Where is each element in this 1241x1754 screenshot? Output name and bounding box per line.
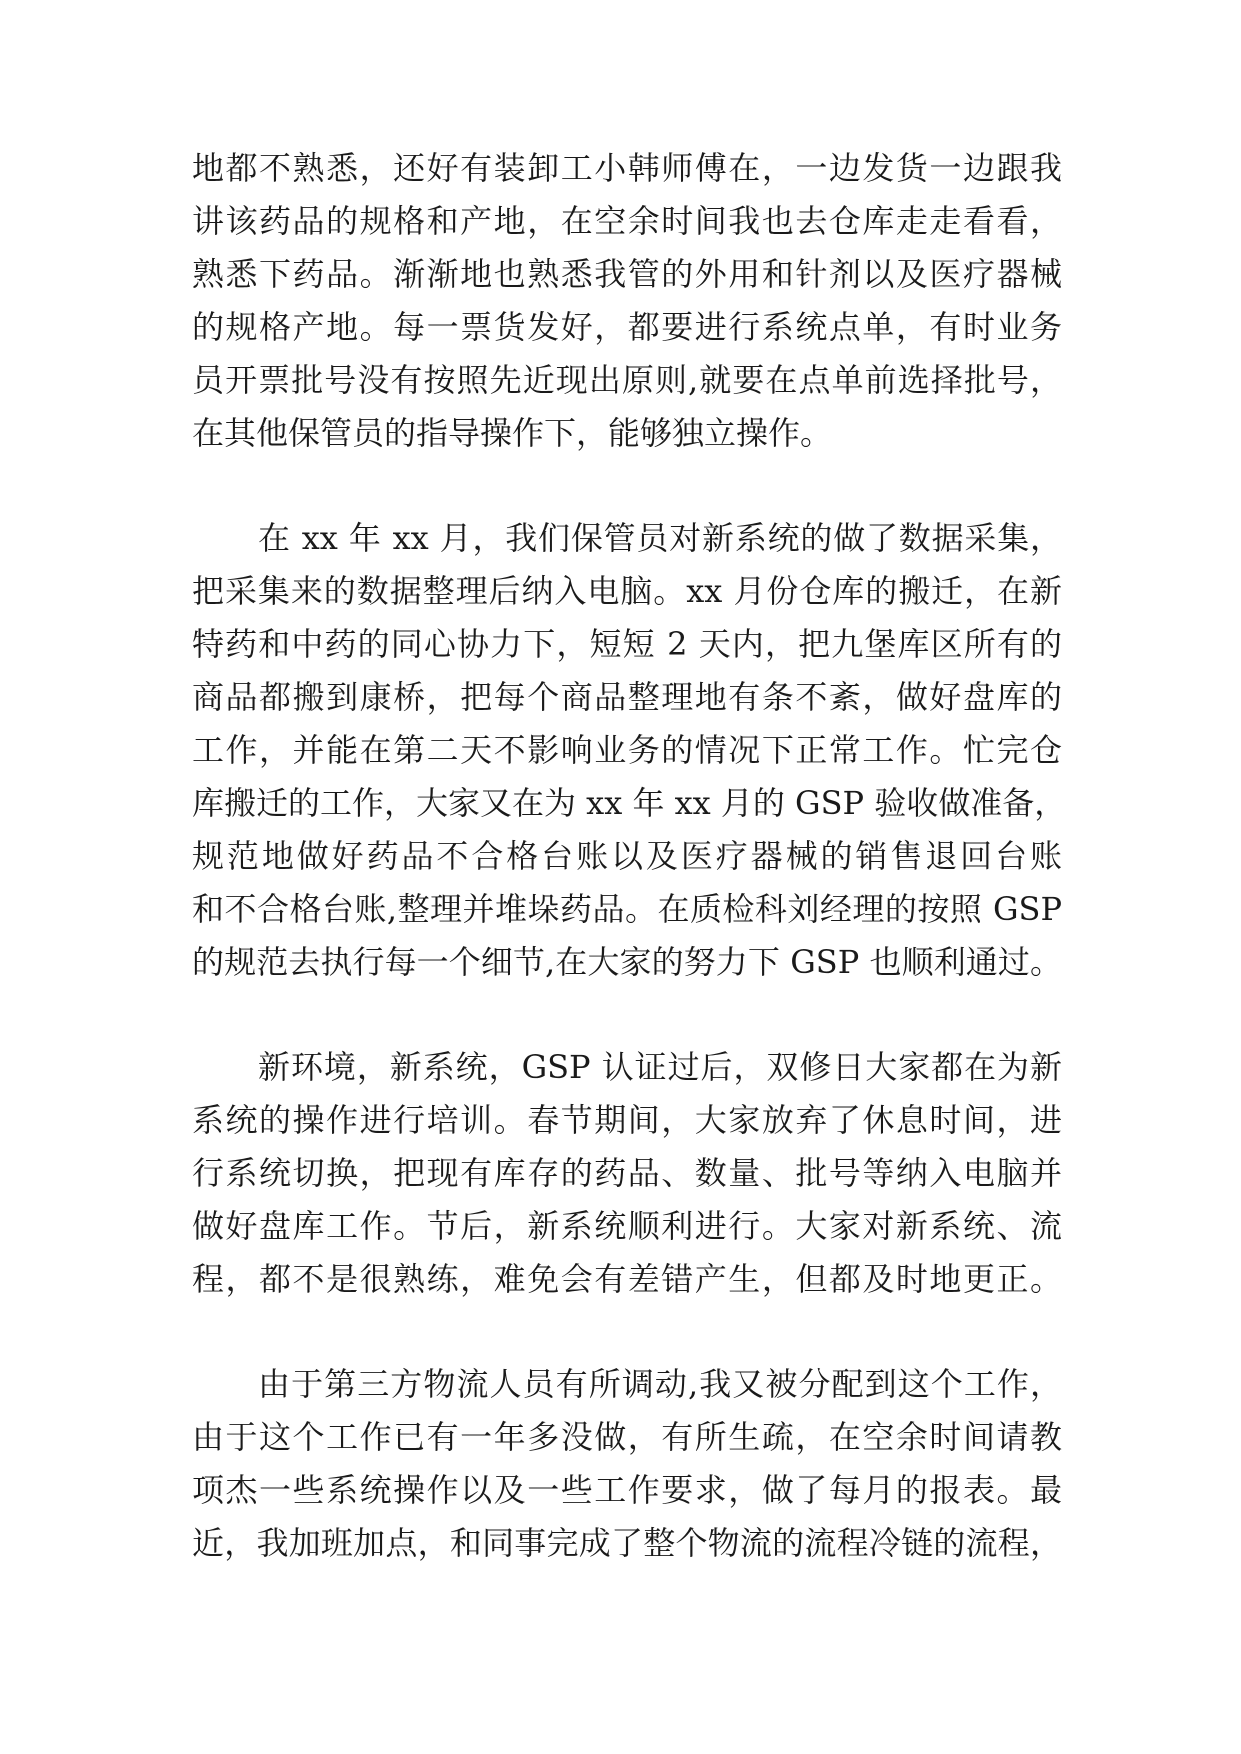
text-line: 特药和中药的同心协力下，短短 2 天内，把九堡库区所有的 — [192, 625, 1062, 663]
text-line: 员开票批号没有按照先近现出原则,就要在点单前选择批号， — [192, 361, 1062, 399]
text-line: 在其他保管员的指导操作下，能够独立操作。 — [192, 414, 833, 452]
paragraph-first-line: 新环境，新系统，GSP 认证过后，双修日大家都在为新 — [258, 1048, 1062, 1086]
paragraph-first-line: 在 xx 年 xx 月，我们保管员对新系统的做了数据采集， — [258, 519, 1062, 557]
text-line: 的规格产地。每一票货发好，都要进行系统点单，有时业务 — [192, 308, 1062, 346]
text-line: 规范地做好药品不合格台账以及医疗器械的销售退回台账 — [192, 837, 1062, 875]
text-line: 工作，并能在第二天不影响业务的情况下正常工作。忙完仓 — [192, 731, 1062, 769]
text-line: 程，都不是很熟练，难免会有差错产生，但都及时地更正。 — [192, 1260, 1062, 1298]
text-line: 做好盘库工作。节后，新系统顺利进行。大家对新系统、流 — [192, 1207, 1062, 1245]
text-line: 项杰一些系统操作以及一些工作要求，做了每月的报表。最 — [192, 1471, 1062, 1509]
text-line: 由于这个工作已有一年多没做，有所生疏，在空余时间请教 — [192, 1418, 1062, 1456]
text-line: 的规范去执行每一个细节,在大家的努力下 GSP 也顺利通过。 — [192, 943, 1062, 981]
text-line: 和不合格台账,整理并堆垛药品。在质检科刘经理的按照 GSP — [192, 890, 1062, 928]
text-line: 地都不熟悉，还好有装卸工小韩师傅在，一边发货一边跟我 — [192, 149, 1062, 187]
text-line: 近，我加班加点，和同事完成了整个物流的流程冷链的流程， — [192, 1524, 1062, 1562]
paragraph-first-line: 由于第三方物流人员有所调动,我又被分配到这个工作， — [258, 1365, 1062, 1403]
text-line: 商品都搬到康桥，把每个商品整理地有条不紊，做好盘库的 — [192, 678, 1062, 716]
text-line: 把采集来的数据整理后纳入电脑。xx 月份仓库的搬迁，在新 — [192, 572, 1062, 610]
text-line: 系统的操作进行培训。春节期间，大家放弃了休息时间，进 — [192, 1101, 1062, 1139]
text-line: 熟悉下药品。渐渐地也熟悉我管的外用和针剂以及医疗器械 — [192, 255, 1062, 293]
text-line: 库搬迁的工作，大家又在为 xx 年 xx 月的 GSP 验收做准备， — [192, 784, 1067, 822]
text-line: 行系统切换，把现有库存的药品、数量、批号等纳入电脑并 — [192, 1154, 1062, 1192]
text-line: 讲该药品的规格和产地，在空余时间我也去仓库走走看看， — [192, 202, 1062, 240]
